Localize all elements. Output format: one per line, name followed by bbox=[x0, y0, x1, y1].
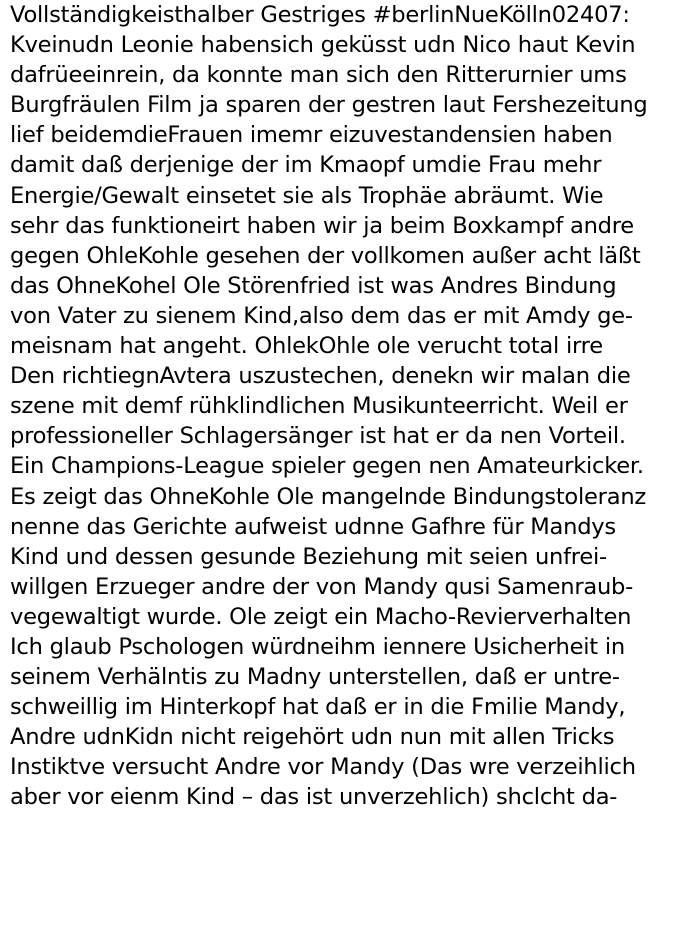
text-line-11: von Vater zu sienem Kind,also dem das er mit Amdy ge- bbox=[10, 302, 633, 329]
text-line-20: willgen Erzueger andre der von Mandy qusi Samenraub- bbox=[10, 573, 634, 600]
text-line-9: gegen OhleKohle gesehen der vollkomen außer acht läßt bbox=[10, 242, 641, 269]
text-line-22: Ich glaub Pschologen würdneihm iennere Usicherheit in bbox=[10, 633, 625, 660]
text-line-21: vegewaltigt wurde. Ole zeigt ein Macho-Revierverhalten bbox=[10, 603, 632, 630]
text-line-23: seinem Verhälntis zu Madny unterstellen, daß er untre- bbox=[10, 664, 620, 691]
text-line-8: sehr das funktioneirt haben wir ja beim Boxkampf andre bbox=[10, 212, 634, 239]
text-line-2: Kveinudn Leonie habensich geküsst udn Nico haut Kevin bbox=[10, 32, 636, 59]
text-line-7: Energie/Gewalt einsetet sie als Trophäe abräumt. Wie bbox=[10, 182, 604, 209]
text-line-26: Instiktve versucht Andre vor Mandy (Das wre verzeihlich bbox=[10, 754, 636, 781]
text-line-25: Andre udnKidn nicht reigehört udn nun mit allen Tricks bbox=[10, 724, 615, 751]
text-line-13: Den richtiegnAvtera uszustechen, denekn wir malan die bbox=[10, 363, 631, 390]
text-line-1: Vollständigkeisthalber Gestriges #berlinNueKölln02407: bbox=[10, 2, 630, 28]
text-line-17: Es zeigt das OhneKohle Ole mangelnde Bindungstoleranz bbox=[10, 483, 647, 510]
text-line-10: das OhneKohel Ole Störenfried ist was Andres Bindung bbox=[10, 272, 617, 299]
body-text bbox=[10, 0, 680, 813]
text-line-12: meisnam hat angeht. OhlekOhle ole verucht total irre bbox=[10, 333, 603, 360]
text-line-16: Ein Champions-League spieler gegen nen Amateurkicker. bbox=[10, 453, 644, 480]
text-line-24: schweillig im Hinterkopf hat daß er in die Fmilie Mandy, bbox=[10, 694, 626, 721]
text-line-15: professioneller Schlagersänger ist hat er da nen Vorteil. bbox=[10, 423, 626, 450]
text-line-19: Kind und dessen gesunde Beziehung mit seien unfrei- bbox=[10, 543, 607, 570]
text-line-3: dafrüeeinrein, da konnte man sich den Ritterurnier ums bbox=[10, 62, 627, 89]
text-line-4: Burgfräulen Film ja sparen der gestren laut Fershezeitung bbox=[10, 92, 648, 119]
text-line-6: damit daß derjenige der im Kmaopf umdie Frau mehr bbox=[10, 152, 602, 179]
text-line-27: aber vor eienm Kind – das ist unverzehlich) shclcht da- bbox=[10, 784, 618, 811]
text-line-5: lief beidemdieFrauen imemr eizuvestandensien haben bbox=[10, 122, 613, 149]
text-line-18: nenne das Gerichte aufweist udnne Gafhre für Mandys bbox=[10, 513, 616, 540]
text-line-14: szene mit demf rühklindlichen Musikunteerricht. Weil er bbox=[10, 393, 628, 420]
